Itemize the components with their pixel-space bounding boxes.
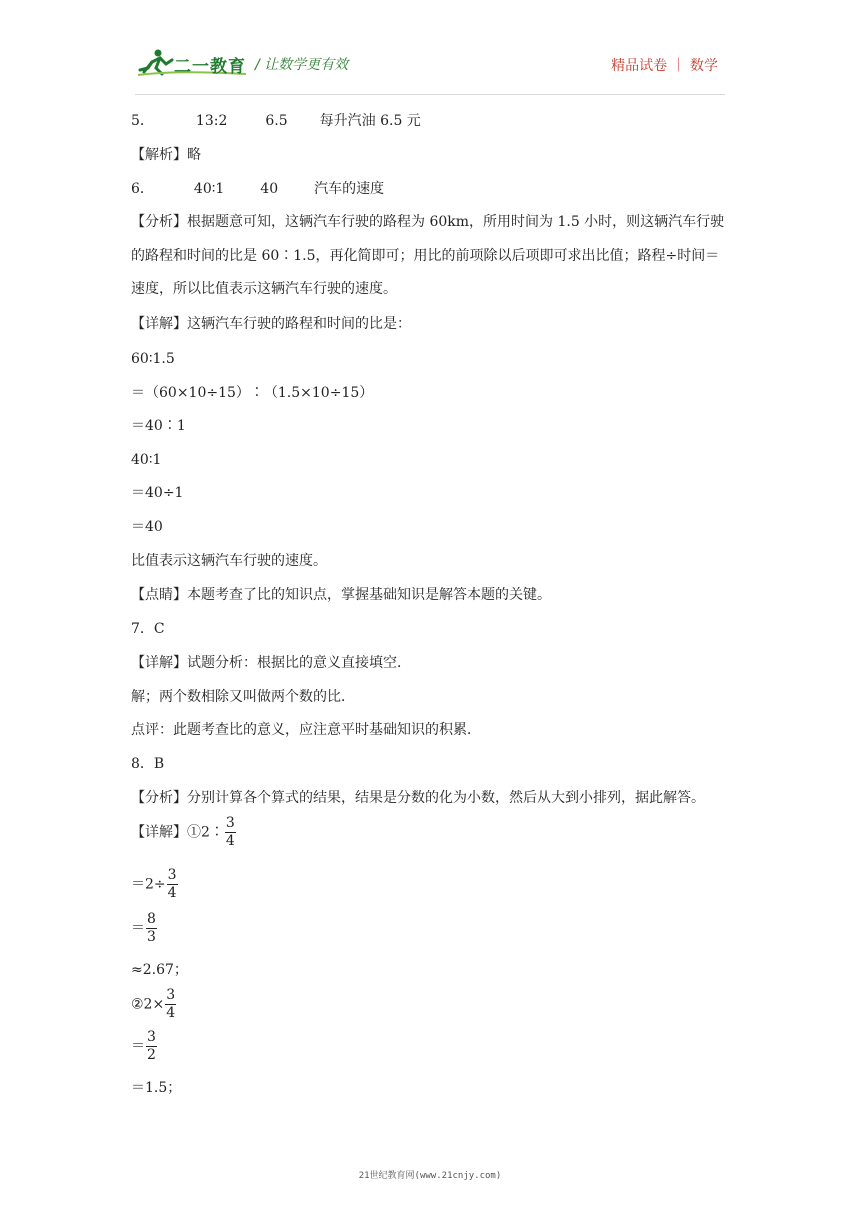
q6-step-6: ＝40 [131,519,163,535]
q6-step-1: 60∶1.5 [131,351,175,367]
q8-step-1: ＝2÷ $\frac{3}{4}$ [131,867,177,901]
q6-answer-line [131,179,384,199]
q8-item-2: ②2× $\frac{3}{4}$ [131,987,176,1021]
q6-blank-2: 40 [260,181,279,197]
q8-detail-line [131,815,237,850]
q8-analysis: 【分析】分别计算各个算式的结果，结果是分数的化为小数，然后从大到小排列，据此解答。 [131,790,705,806]
fraction: $\frac{3}{4}$ [167,867,177,901]
q6-comment: 【点睛】本题考查了比的知识点，掌握基础知识是解答本题的关键。 [131,587,551,603]
q8-step-4: ＝ $\frac{3}{2}$ [131,1029,156,1063]
q8-step-2: ＝ $\frac{8}{3}$ [131,911,156,945]
page-footer: 21世纪教育网(www.21cnjy.com) [358,1171,502,1181]
brand-name: 二一教育 [174,57,246,77]
q8-step-5: ＝1.5； [131,1080,182,1096]
q6-step-5: ＝40÷1 [131,485,184,501]
q5-number: 5． [131,113,154,129]
fraction: $\frac{8}{3}$ [147,911,156,945]
q6-analysis: 【分析】根据题意可知，这辆汽车行驶的路程为 60km，所用时间为 1.5 小时，则这辆汽车行驶的路程和时间的比是 60∶1.5，再化简即可；用比的前项除以后项即可求出比值；路程÷时间＝速度，所以比值表示这辆汽车行驶的速度。 [131,214,725,297]
fraction: $\frac{3}{2}$ [147,1029,156,1063]
q8-step-3: ≈2.67； [131,962,188,978]
q6-step-3: ＝40∶1 [131,418,186,434]
q6-blank-3: 汽车的速度 [314,181,385,197]
q8-detail-label: 【详解】①2∶ [131,824,224,841]
q7-solution: 解；两个数相除又叫做两个数的比． [131,689,355,705]
q6-number: 6． [131,181,154,197]
q6-step-2: ＝（60×10÷15）∶（1.5×10÷15） [131,385,374,401]
page-header [0,0,860,96]
brand-slogan: / 让数学更有效 [255,57,349,73]
fraction: $\frac{3}{4}$ [166,987,176,1021]
q6-blank-1: 40∶1 [193,181,225,197]
q5-blank-1: 13:2 [195,113,228,129]
q7-comment: 点评：此题考查比的意义，应注意平时基础知识的积累． [131,722,481,738]
q5-answer-line [131,111,421,131]
q8-answer: 8．B [131,756,165,772]
subject-tag: 精品试卷 ｜ 数学 [611,58,718,74]
q5-analysis: 【解析】略 [131,147,201,163]
q6-step-4: 40∶1 [131,452,162,468]
q7-answer: 7．C [131,621,165,637]
header-divider [135,94,725,95]
q5-blank-2: 6.5 [265,113,288,129]
q6-detail: 【详解】这辆汽车行驶的路程和时间的比是： [131,316,411,332]
q7-detail: 【详解】试题分析：根据比的意义直接填空． [131,655,411,671]
q5-blank-3: 每升汽油 6.5 元 [319,113,421,129]
fraction: $\frac{3}{4}$ [225,815,235,849]
q6-meaning: 比值表示这辆汽车行驶的速度。 [131,553,327,569]
